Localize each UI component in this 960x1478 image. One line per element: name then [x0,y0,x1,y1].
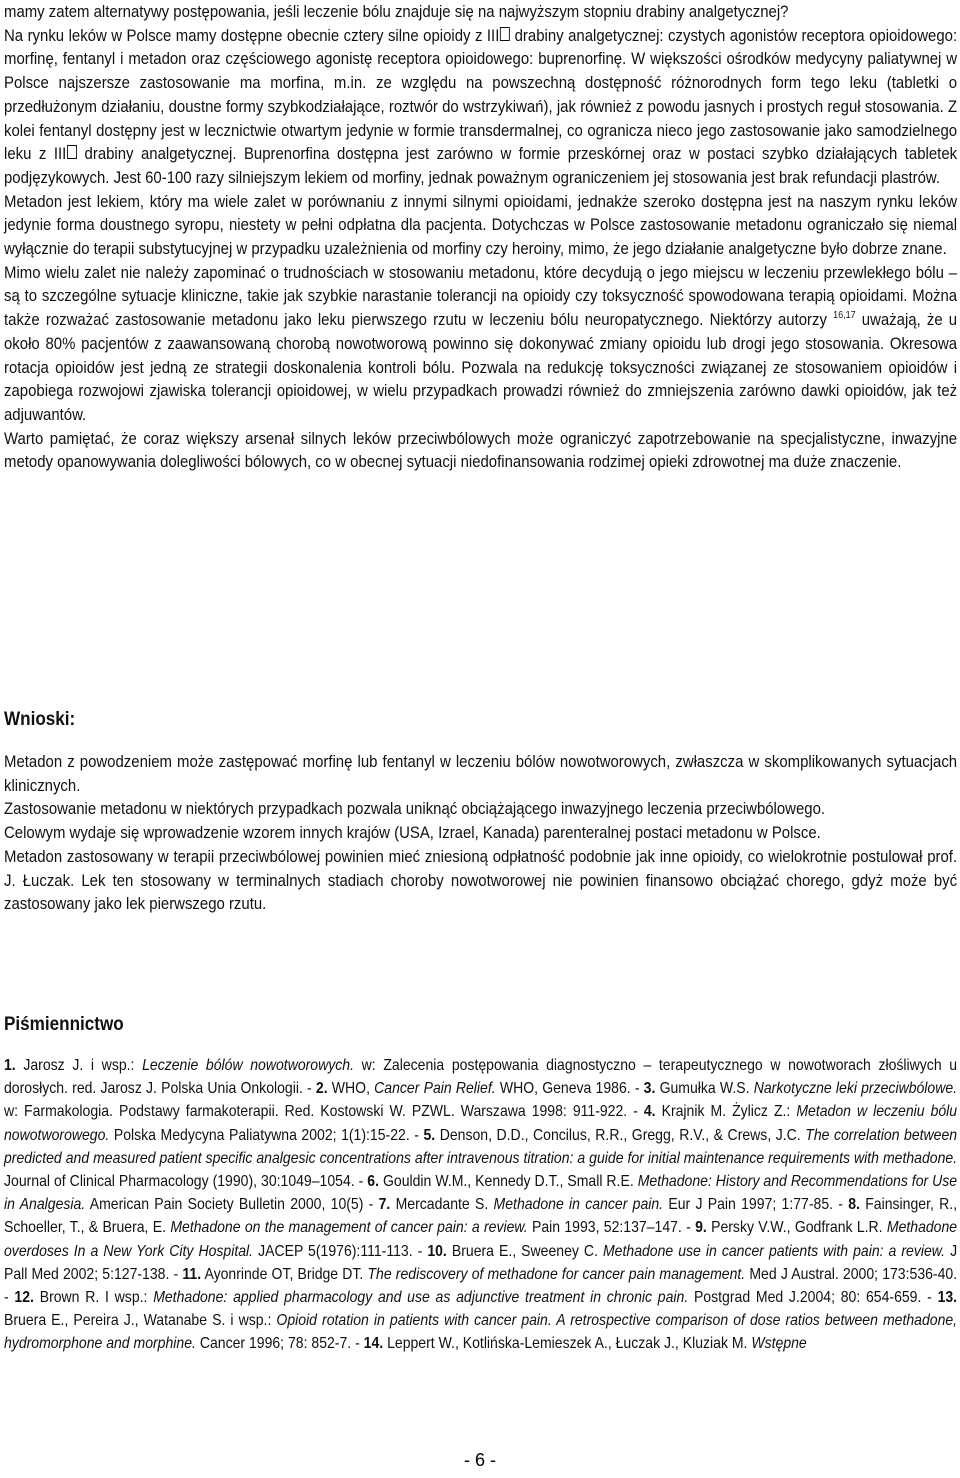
ref-title: Metadon w leczeniu bólu nowotworowego. [4,1103,958,1144]
ref-number: 5. [423,1126,436,1144]
paragraph [4,427,957,474]
ref-title: Methadone use in cancer patients with pain: a review. [602,1242,946,1260]
ref-source: Pain 1993, 52:137–147. - [527,1219,696,1237]
ref-authors: Brown R. I wsp.: [33,1289,154,1307]
ref-number: 6. [367,1173,380,1191]
references-heading: Piśmiennictwo [4,1014,124,1035]
ref-title: The correlation between predicted and measured patient specific analgesic concentrations after intravenous titration: a guide for initial maintenance requirements with methadone. [4,1126,958,1167]
ref-source: JACEP 5(1976):111-113. - [253,1242,428,1260]
citation-superscript: 16,17 [833,310,856,322]
conclusion-paragraph: Metadon z powodzeniem może zastępować morfinę lub fentanyl w leczeniu bólów nowotworowych, zwłaszcza w skomplikowanych sytuacjach klinicznych. [4,752,958,795]
page-number: - 6 - [463,1450,496,1470]
ref-number: 3. [643,1080,656,1098]
conclusions-section [4,750,960,916]
degree-square-symbol [67,145,77,159]
ref-title: Methadone: applied pharmacology and use as adjunctive treatment in chronic pain. [153,1289,689,1307]
paragraph [4,190,957,261]
conclusion-paragraph: Celowym wydaje się wprowadzenie wzorem innych krajów (USA, Izrael, Kanada) parenteralnej postaci metadonu w Polsce. [4,823,821,843]
references-section [4,1054,960,1356]
paragraph-text: Warto pamiętać, że coraz większy arsenał silnych leków przeciwbólowych może ograniczyć zapotrzebowanie na specjalistyczne, inwazyjne metody opanowywania dolegliwości bólowych, co w obecnej sytuacji niedofinansowania rodzimej opieki zdrowotnej ma duże znaczenie. [4,428,958,472]
ref-source: Polska Medycyna Paliatywna 2002; 1(1):15-22. - [109,1126,424,1144]
ref-authors: Bruera E., Sweeney C. [446,1242,603,1260]
ref-authors: Leppert W., Kotlińska-Lemieszek A., Łuczak J., Kluziak M. [383,1335,752,1353]
ref-title: Opioid rotation in patients with cancer pain. A retrospective comparison of dose ratios between methadone, hydromorphone and morphine. [4,1312,958,1353]
ref-authors: Fainsinger, R., Schoeller, T., & Bruera, E. [4,1196,958,1237]
paragraph-text: drabiny analgetycznej: czystych agonistów receptora opioidowego: morfinę, fentanyl i metadon oraz częściowego agonistę receptora opioidowego: buprenorfinę. W większości ośrodków medycyny paliatywnej w Polsce najszersze zastosowanie ma morfina, m.in. ze względu na powszechną dostępność różnorodnych form tego leku (tabletki o przedłużonym działaniu, doustne formy szybkodziałające, roztwór do wstrzykiwań), jak również z powodu jasnych i prostych reguł stosowania. Z kolei fentanyl dostępny jest w lecznictwie otwartym jedynie w formie transdermalnej, co ogranicza nieco jego zastosowanie jako samodzielnego leku z III [4,25,958,164]
ref-number: 13. [937,1289,958,1307]
ref-number: 2. [315,1080,328,1098]
ref-authors: Denson, D.D., Concilus, R.R., Gregg, R.V., & Crews, J.C. [435,1126,806,1144]
paragraph [4,24,957,190]
ref-title: Leczenie bólów nowotworowych. [142,1057,354,1074]
paragraph-text: mamy zatem alternatywy postępowania, jeśli leczenie bólu znajduje się na najwyższym stopniu drabiny analgetycznej? [4,2,789,21]
ref-source: w: Zalecenia postępowania diagnostyczno – terapeutycznego w nowotworach złośliwych u dorosłych. red. Jarosz J. Polska Unia Onkologii. - [4,1057,958,1098]
paragraph-text: uważają, że u około 80% pacjentów z zaawansowaną chorobą nowotworową powinno się dokonywać zmiany opioidu lub drogi jego stosowania. Okresowa rotacja opioidów jest jedną ze strategii doskonalenia kontroli bólu. Pozwala na redukcję toksyczności związanej ze stosowaniem opioidów i zapobiega rozwojowi zjawiska tolerancji opioidowej, w wielu przypadkach prowadzi również do zmniejszenia zarówno dawki opioidów, jak też adjuwantów. [4,310,958,424]
ref-authors: Mercadante S. [390,1196,494,1214]
ref-authors: WHO, [327,1080,375,1098]
ref-number: 1. [4,1057,16,1074]
ref-title: Methadone overdoses In a New York City Hospital. [4,1219,958,1260]
ref-number: 8. [848,1196,860,1214]
ref-authors: Gouldin W.M., Kennedy D.T., Small R.E. [379,1173,638,1191]
ref-source: WHO, Geneva 1986. - [495,1080,644,1098]
body-text [4,0,960,474]
ref-title: Methadone: History and Recommendations for Use in Analgesia. [4,1173,958,1214]
ref-source: Med J Austral. 2000; 173:536-40. - [4,1265,958,1307]
ref-title: Narkotyczne leki przeciwbólowe. [753,1080,958,1098]
ref-source: Eur J Pain 1997; 1:77-85. - [663,1196,849,1214]
ref-number: 11. [182,1265,202,1283]
ref-number: 7. [378,1196,391,1214]
ref-source: w: Farmakologia. Podstawy farmakoterapii. Red. Kostowski W. PZWL. Warszawa 1998: 911-922. - [4,1103,644,1121]
paragraph [4,0,957,24]
ref-authors: Bruera E., Pereira J., Watanabe S. i wsp.: [4,1312,277,1330]
paragraph-text: drabiny analgetycznej. Buprenorfina dostępna jest zarówno w formie przeskórnej oraz w postaci szybko działających tabletek podjęzykowych. Jest 60-100 razy silniejszym lekiem od morfiny, jednak poważnym ograniczeniem jej stosowania jest brak refundacji plastrów. [4,144,958,187]
conclusion-paragraph: Metadon zastosowany w terapii przeciwbólowej powinien mieć zniesioną odpłatność podobnie jak inne opioidy, co wielokrotnie postulował prof. J. Łuczak. Lek ten stosowany w terminalnych stadiach choroby nowotworowej nie powinien finansowo obciążać chorego, gdyż może być zastosowany jako lek pierwszego rzutu. [4,846,958,914]
ref-authors: Persky V.W., Godfrank L.R. [706,1219,887,1237]
ref-authors: Gumułka W.S. [655,1080,754,1098]
ref-title: Methadone on the management of cancer pain: a review. [170,1219,528,1237]
ref-authors: Krajnik M. Żylicz Z.: [655,1103,797,1121]
ref-number: 9. [695,1219,707,1237]
paragraph-text: Mimo wielu zalet nie należy zapominać o trudnościach w stosowaniu metadonu, które decydują o jego miejscu w leczeniu przewlekłego bólu – są to szczególne sytuacje kliniczne, takie jak szybkie narastanie tolerancji na opioidy czy toksyczność spowodowana terapią opioidami. Można także rozważać zastosowanie metadonu jako leku pierwszego rzutu w leczeniu bólu neuropatycznego. Niektórzy autorzy [4,262,958,330]
ref-source: Postgrad Med J.2004; 80: 654-659. - [688,1289,938,1307]
conclusions-heading: Wnioski: [4,709,76,730]
ref-number: 12. [14,1289,34,1307]
ref-authors: Ayonrinde OT, Bridge DT. [201,1265,368,1283]
paragraph [4,261,957,427]
ref-source: American Pain Society Bulletin 2000, 10(5) - [85,1196,379,1214]
conclusion-paragraph: Zastosowanie metadonu w niektórych przypadkach pozwala uniknąć obciążającego inwazyjnego leczenia przeciwbólowego. [4,799,826,819]
ref-source: Cancer 1996; 78: 852-7. - [195,1335,364,1353]
ref-title: The rediscovery of methadone for cancer pain management. [367,1265,746,1283]
ref-title: Wstępne [751,1335,807,1353]
ref-number: 14. [363,1335,384,1353]
references-list [4,1054,957,1356]
paragraph-text: Metadon jest lekiem, który ma wiele zalet w porównaniu z innymi silnymi opioidami, jednakże szeroko dostępna jest na naszym rynku leków jedynie forma doustnego syropu, niestety w pełni odpłatna dla pacjenta. Dotychczas w Polsce zastosowanie metadonu ograniczało się niemal wyłącznie do terapii substytucyjnej w przypadku uzależnienia od morfiny czy heroiny, mimo, że jego działanie analgetyczne było dobrze znane. [4,191,958,259]
ref-title: Cancer Pain Relief. [374,1080,496,1098]
ref-authors: Jarosz J. i wsp.: [15,1057,143,1074]
paragraph-text: Na rynku leków w Polsce mamy dostępne obecnie cztery silne opioidy z III [4,25,500,45]
ref-title: Methadone in cancer pain. [493,1196,664,1214]
degree-square-symbol [500,27,510,41]
ref-source: Journal of Clinical Pharmacology (1990), 30:1049–1054. - [4,1173,368,1191]
ref-number: 10. [427,1242,447,1260]
ref-number: 4. [643,1103,656,1121]
ref-source: J Pall Med 2002; 5:127-138. - [4,1242,958,1283]
